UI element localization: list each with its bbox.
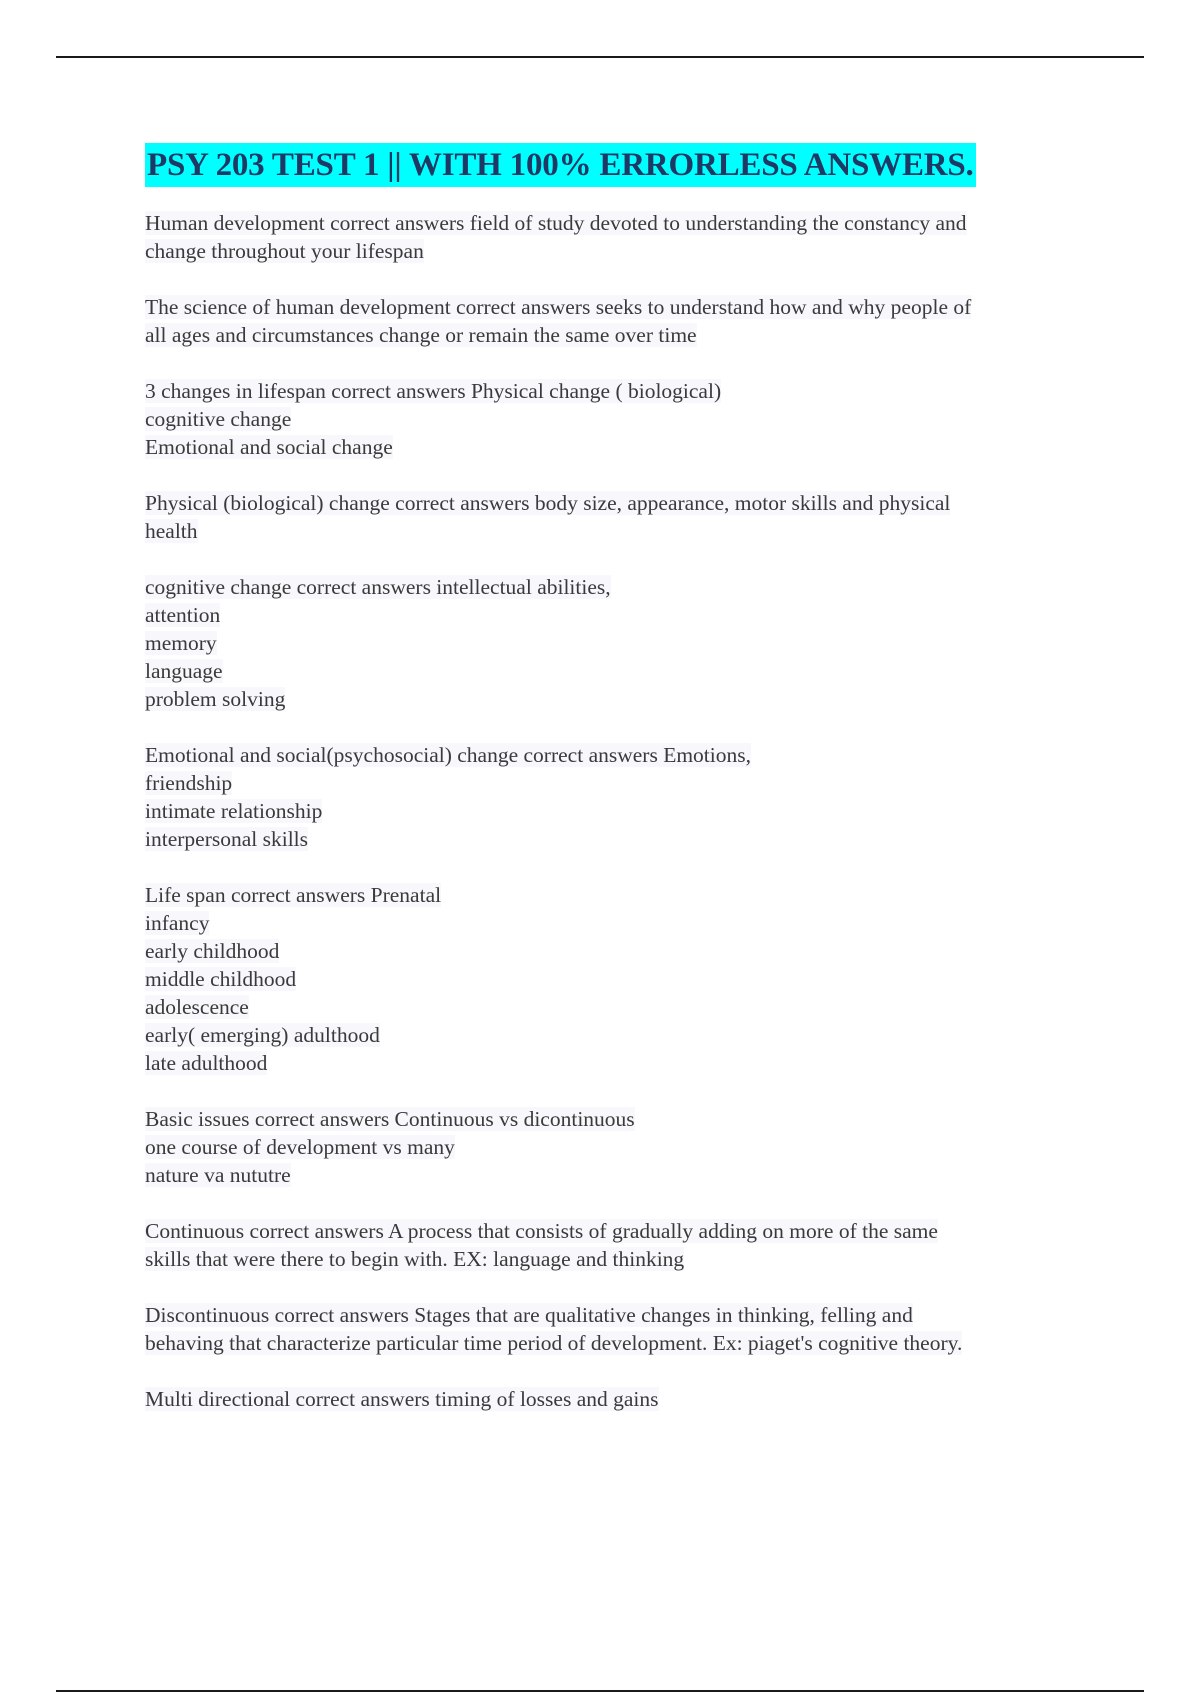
entry-line: late adulthood [145, 1051, 268, 1075]
entry-line: cognitive change [145, 407, 292, 431]
entry-line: cognitive change correct answers intellectual abilities, [145, 575, 611, 599]
entry-line: Life span correct answers Prenatal [145, 883, 442, 907]
entry-line: interpersonal skills [145, 827, 309, 851]
entry-line: Continuous correct answers A process that consists of gradually adding on more of the same [145, 1219, 938, 1243]
qa-entry [145, 209, 1095, 265]
entry-line: Emotional and social change [145, 435, 393, 459]
entry-line: change throughout your lifespan [145, 239, 424, 263]
qa-entry [145, 1105, 1095, 1189]
entry-line: Emotional and social(psychosocial) change correct answers Emotions, [145, 743, 751, 767]
entry-line: attention [145, 603, 221, 627]
qa-entry [145, 881, 1095, 1077]
document-body [145, 143, 1095, 1441]
entry-line: language [145, 659, 223, 683]
entry-line: infancy [145, 911, 210, 935]
qa-entry [145, 1385, 1095, 1413]
entry-line: Human development correct answers field of study devoted to understanding the constancy and [145, 211, 967, 235]
entry-line: problem solving [145, 687, 286, 711]
entry-line: Physical (biological) change correct answers body size, appearance, motor skills and physical [145, 491, 951, 515]
qa-entry [145, 741, 1095, 853]
qa-entry [145, 1301, 1095, 1357]
entry-line: early childhood [145, 939, 280, 963]
entry-line: one course of development vs many [145, 1135, 455, 1159]
entry-line: early( emerging) adulthood [145, 1023, 380, 1047]
qa-entry [145, 293, 1095, 349]
entry-line: all ages and circumstances change or remain the same over time [145, 323, 697, 347]
entry-line: middle childhood [145, 967, 297, 991]
entry-line: health [145, 519, 198, 543]
entry-line: friendship [145, 771, 233, 795]
header-rule [56, 56, 1144, 58]
qa-entry [145, 489, 1095, 545]
entry-line: The science of human development correct answers seeks to understand how and why people of [145, 295, 972, 319]
entry-line: nature va nututre [145, 1163, 291, 1187]
qa-entry [145, 377, 1095, 461]
entry-line: intimate relationship [145, 799, 323, 823]
entry-line: Basic issues correct answers Continuous vs dicontinuous [145, 1107, 635, 1131]
entry-line: skills that were there to begin with. EX: language and thinking [145, 1247, 685, 1271]
footer-rule [56, 1690, 1144, 1692]
qa-entry [145, 1217, 1095, 1273]
page-title: PSY 203 TEST 1 || WITH 100% ERRORLESS ANSWERS. [145, 143, 976, 187]
entry-line: Discontinuous correct answers Stages that are qualitative changes in thinking, felling and [145, 1303, 913, 1327]
entry-line: Multi directional correct answers timing of losses and gains [145, 1387, 659, 1411]
entry-line: adolescence [145, 995, 249, 1019]
entry-line: memory [145, 631, 217, 655]
qa-entry [145, 573, 1095, 713]
entry-line: behaving that characterize particular time period of development. Ex: piaget's cognitive theory. [145, 1331, 963, 1355]
entry-line: 3 changes in lifespan correct answers Physical change ( biological) [145, 379, 722, 403]
